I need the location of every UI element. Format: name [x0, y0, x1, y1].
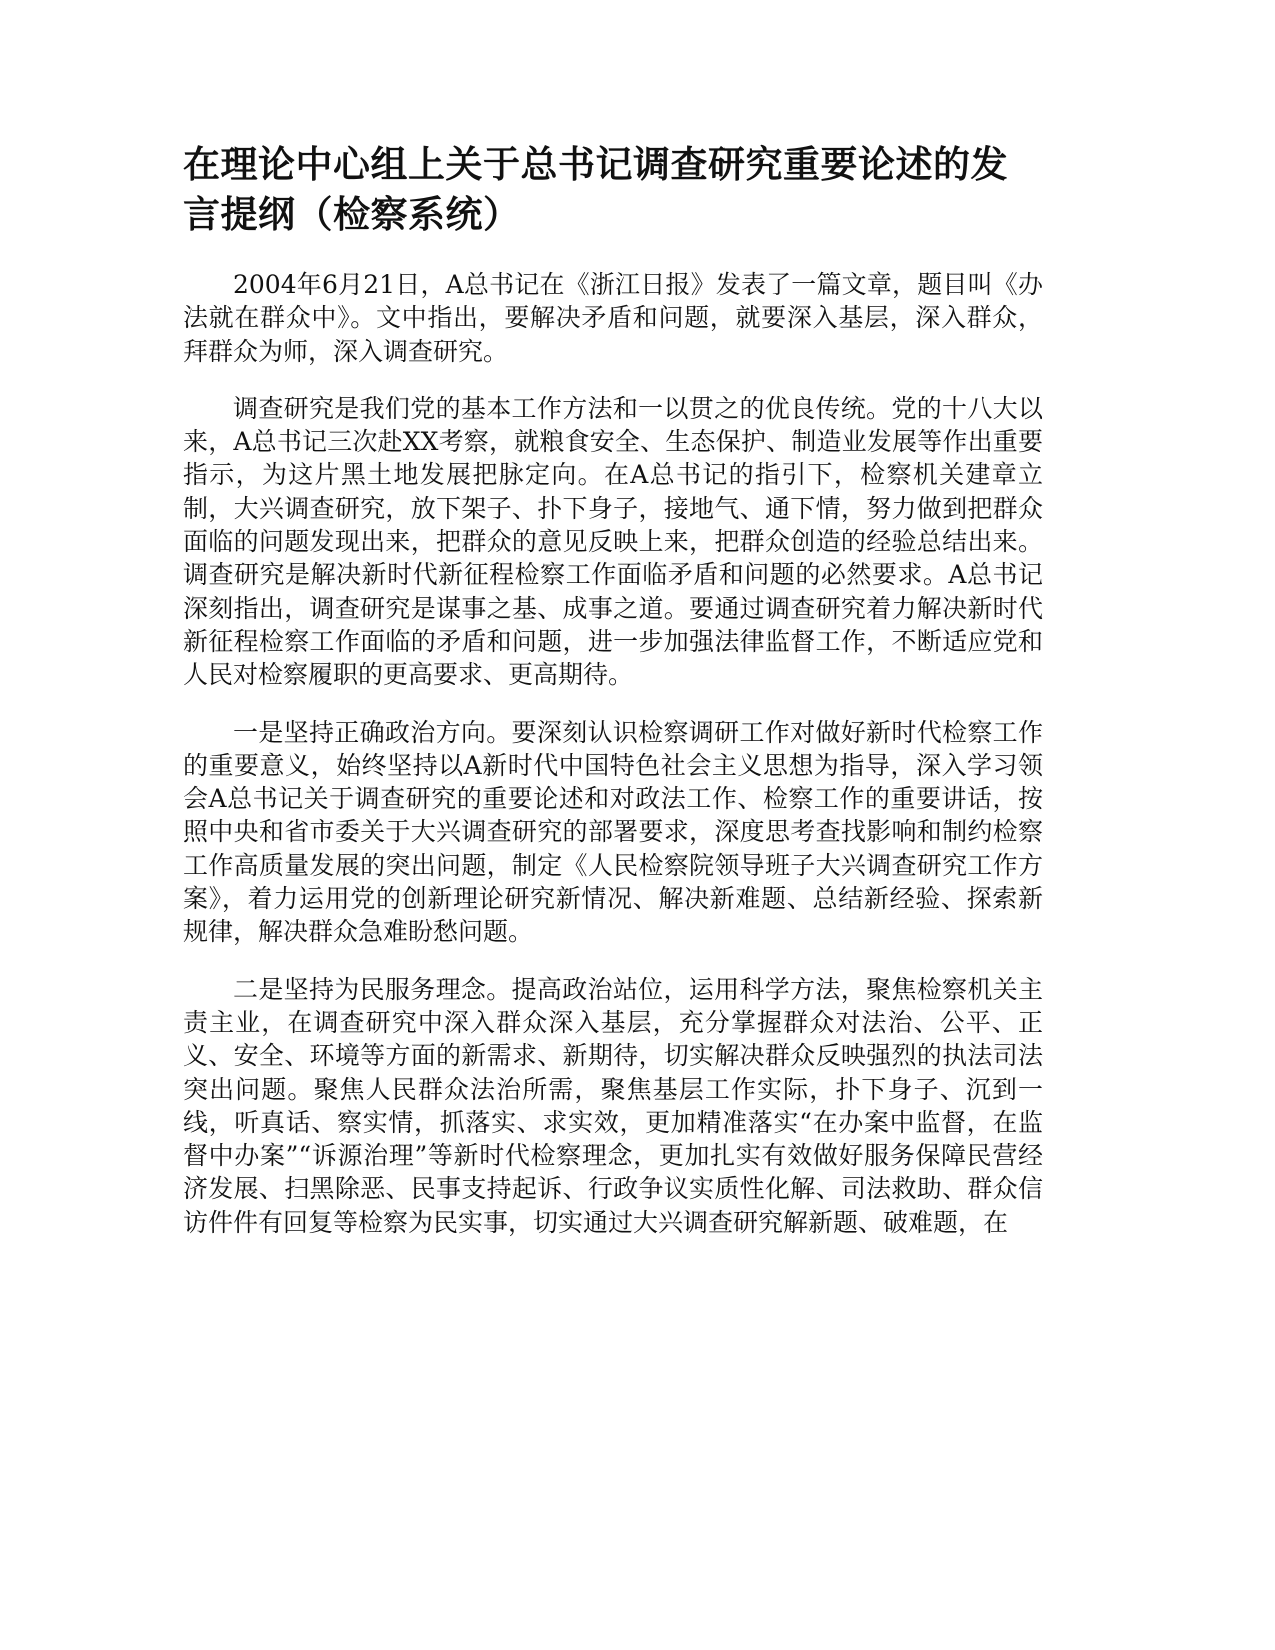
paragraph-point-one: 一是坚持正确政治方向。要深刻认识检察调研工作对做好新时代检察工作的重要意义，始终坚持以A新时代中国特色社会主义思想为指导，深入学习领会A总书记关于调查研究的重要论述和对政法工作、检察工作的重要讲话，按照中央和省市委关于大兴调查研究的部署要求，深度思考查找影响和制约检察工作高质量发展的突出问题，制定《人民检察院领导班子大兴调查研究工作方案》，着力运用党的创新理论研究新情况、解决新难题、总结新经验、探索新规律，解决群众急难盼愁问题。 — [183, 717, 1043, 947]
paragraph-point-two: 二是坚持为民服务理念。提高政治站位，运用科学方法，聚焦检察机关主责主业，在调查研究中深入群众深入基层，充分掌握群众对法治、公平、正义、安全、环境等方面的新需求、新期待，切实解决群众反映强烈的执法司法突出问题。聚焦人民群众法治所需，聚焦基层工作实际，扑下身子、沉到一线，听真话、察实情，抓落实、求实效，更加精准落实“在办案中监督，在监督中办案”“诉源治理”等新时代检察理念，更加扎实有效做好服务保障民营经济发展、扫黑除恶、民事支持起诉、行政争议实质性化解、司法救助、群众信访件件有回复等检察为民实事，切实通过大兴调查研究解新题、破难题，在 — [183, 974, 1043, 1237]
paragraph-intro: 2004年6月21日，A总书记在《浙江日报》发表了一篇文章，题目叫《办法就在群众中》。文中指出，要解决矛盾和问题，就要深入基层，深入群众，拜群众为师，深入调查研究。 — [183, 270, 1043, 366]
document-body — [183, 140, 1043, 1263]
paragraph-investigation-research: 调查研究是我们党的基本工作方法和一以贯之的优良传统。党的十八大以来，A总书记三次赴XX考察，就粮食安全、生态保护、制造业发展等作出重要指示，为这片黑土地发展把脉定向。在A总书记的指引下，检察机关建章立制，大兴调查研究，放下架子、扑下身子，接地气、通下情，努力做到把群众面临的问题发现出来，把群众的意见反映上来，把群众创造的经验总结出来。调查研究是解决新时代新征程检察工作面临矛盾和问题的必然要求。A总书记深刻指出，调查研究是谋事之基、成事之道。要通过调查研究着力解决新时代新征程检察工作面临的矛盾和问题，进一步加强法律监督工作，不断适应党和人民对检察履职的更高要求、更高期待。 — [183, 393, 1043, 690]
document-title: 在理论中心组上关于总书记调查研究重要论述的发言提纲（检察系统） — [183, 143, 1008, 236]
